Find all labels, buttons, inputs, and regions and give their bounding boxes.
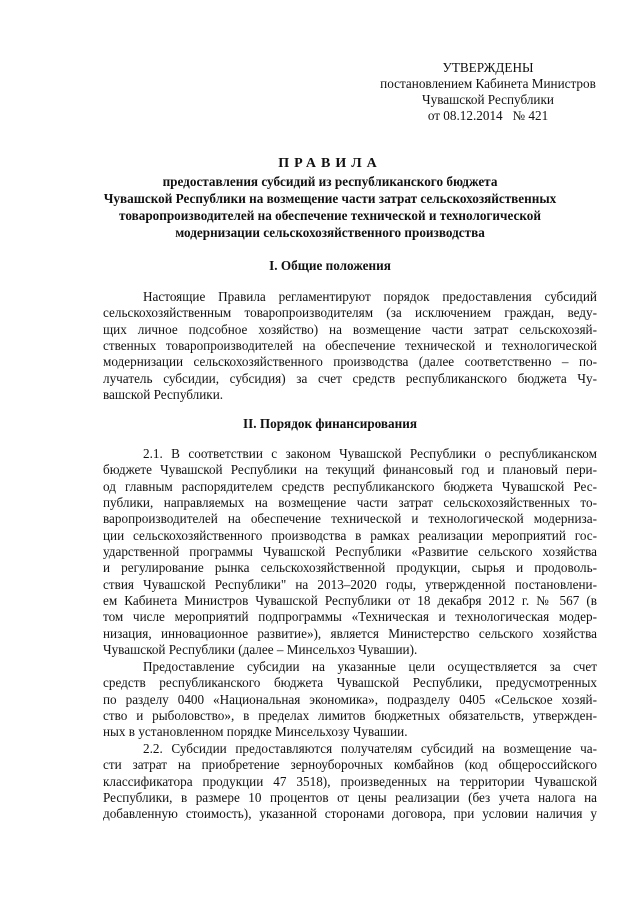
text-line: Предоставление субсидии на указанные цели осуществляется за счет xyxy=(143,659,597,674)
text-line: классификатора продукции 47 3518), произведенных на территории Чувашской xyxy=(103,773,597,789)
text-line: модернизации сельскохозяйственного производства (далее соответственно – по- xyxy=(103,354,597,370)
text-line: добавленную стоимость), указанной сторонами договора, при условии наличия у xyxy=(103,806,597,822)
approval-stamp xyxy=(368,60,608,124)
section-2-paragraph-3 xyxy=(103,741,597,823)
document-subtitle xyxy=(60,173,600,241)
text-line: сти затрат на приобретение зерноуборочных комбайнов (код общероссийского xyxy=(103,757,597,773)
subtitle-line: модернизации сельскохозяйственного производства xyxy=(175,225,485,240)
approval-line-3: от 08.12.2014 № 421 xyxy=(427,108,549,123)
text-line: по разделу 0400 «Национальная экономика», подразделу 0405 «Сельское хозяй- xyxy=(103,691,597,707)
text-line: ных в установленном порядке Минсельхозу Чувашии. xyxy=(103,724,408,740)
subtitle-line: товаропроизводителей на обеспечение технической и технологической xyxy=(119,208,541,223)
text-line: низация, инновационное развитие»), является Министерство сельского хозяйства xyxy=(103,625,597,641)
section-2-paragraph-1 xyxy=(103,446,597,658)
text-line: том числе мероприятий подпрограммы «Техническая и технологическая модер- xyxy=(103,609,597,625)
section-1-heading: I. Общие положения xyxy=(269,258,391,273)
text-line: 2.1. В соответствии с законом Чувашской Республики о республиканском xyxy=(143,446,597,461)
document-title: ПРАВИЛА xyxy=(278,156,382,171)
text-line: Настоящие Правила регламентируют порядок предоставления субсидий xyxy=(143,289,597,304)
section-2-heading: II. Порядок финансирования xyxy=(243,416,417,431)
text-line: Чувашской Республики (далее – Минсельхоз Чувашии). xyxy=(103,642,418,658)
text-line: публики, направляемых на возмещение части затрат сельскохозяйственных то- xyxy=(103,495,597,511)
section-2-paragraph-2 xyxy=(103,659,597,741)
text-line: варопроизводителей на обеспечение технической и технологической модерниза- xyxy=(103,511,597,527)
section-1-paragraph xyxy=(103,289,597,403)
text-line: и регулирование рынка сельскохозяйственной продукции, сырья и продоволь- xyxy=(103,560,597,576)
text-line: вашской Республики. xyxy=(103,387,224,403)
text-line: ство и рыболовство», в пределах лимитов бюджетных обязательств, утвержден- xyxy=(103,708,597,724)
text-line: средств республиканского бюджета Чувашской Республики, предусмотренных xyxy=(103,675,597,691)
text-line: ствия Чувашской Республики" на 2013–2020 годы, утвержденной постановлени- xyxy=(103,576,597,592)
text-line: сельскохозяйственным товаропроизводителям (за исключением граждан, веду- xyxy=(103,305,597,321)
text-line: ции сельскохозяйственного производства в рамках реализации мероприятий гос- xyxy=(103,527,597,543)
text-line: ударственной программы Чувашской Республики «Развитие сельского хозяйства xyxy=(103,544,597,560)
subtitle-line: предоставления субсидий из республиканского бюджета xyxy=(162,174,498,189)
text-line: 2.2. Субсидии предоставляются получателям субсидий на возмещение ча- xyxy=(143,741,597,756)
approval-title: УТВЕРЖДЕНЫ xyxy=(442,60,534,75)
approval-line-1: постановлением Кабинета Министров xyxy=(380,76,596,91)
text-line: щих личное подсобное хозяйство) на возмещение части затрат сельскохозяй- xyxy=(103,321,597,337)
text-line: лучатель субсидии, субсидия) за счет средств республиканского бюджета Чу- xyxy=(103,370,597,386)
text-line: ем Кабинета Министров Чувашской Республики от 18 декабря 2012 г. № 567 (в xyxy=(103,593,597,609)
text-line: од главным распорядителем средств республиканского бюджета Чувашской Рес- xyxy=(103,478,597,494)
text-line: ственных товаропроизводителей на обеспечение технической и технологической xyxy=(103,338,597,354)
text-line: Республики, в размере 10 процентов от цены реализации (без учета налога на xyxy=(103,790,597,806)
approval-line-2: Чувашской Республики xyxy=(422,92,554,107)
subtitle-line: Чувашской Республики на возмещение части затрат сельскохозяйственных xyxy=(103,191,557,206)
text-line: бюджете Чувашской Республики на текущий финансовый год и плановый пери- xyxy=(103,462,597,478)
